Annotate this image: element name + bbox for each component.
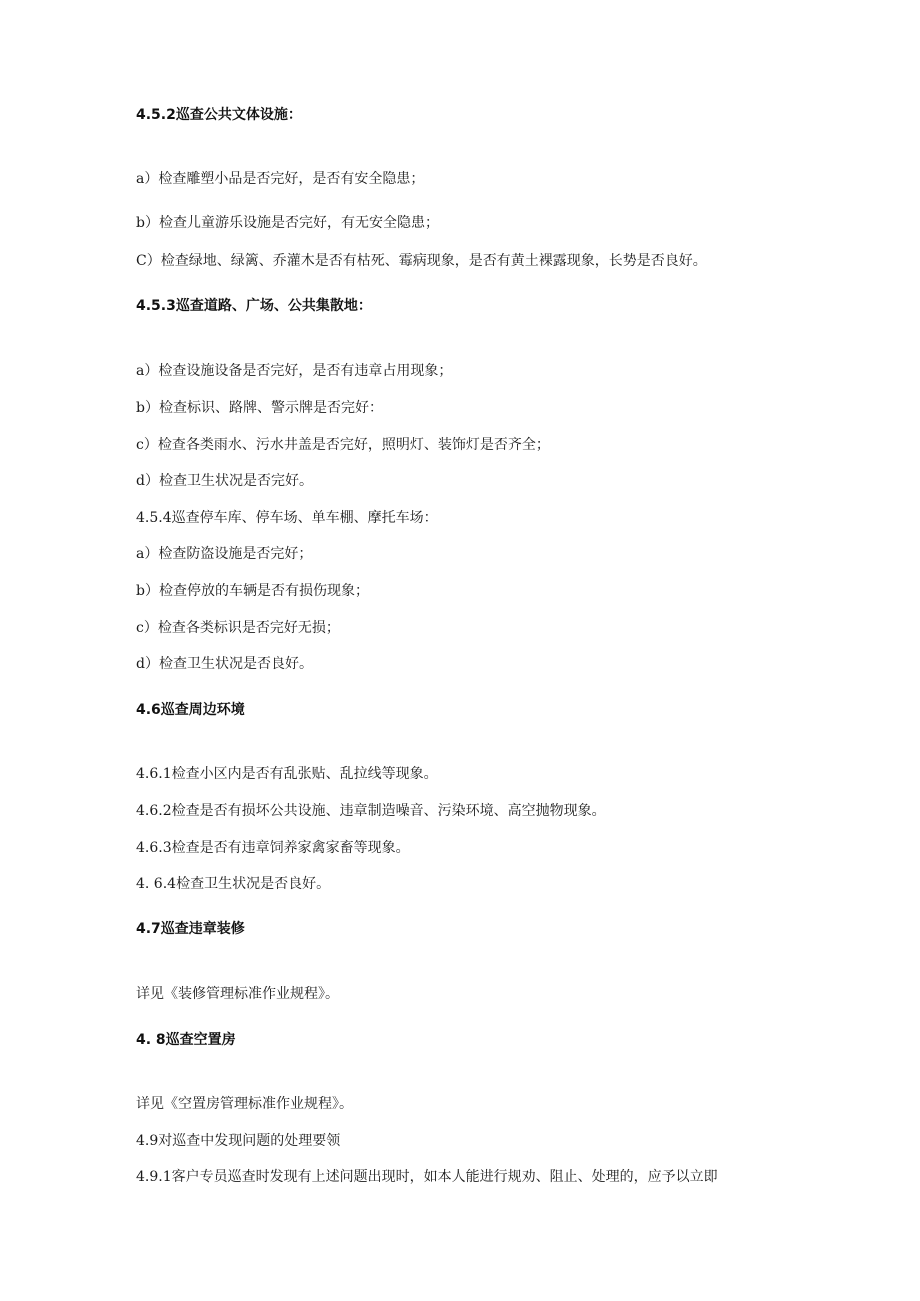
section-heading-4-8: 4. 8巡查空置房 [136, 1032, 236, 1048]
section-heading-4-5-2: 4.5.2巡查公共文体设施： [136, 107, 302, 123]
paragraph: 4.9.1客户专员巡查时发现有上述问题出现时，如本人能进行规劝、阻止、处理的，应予以立即 [136, 1169, 718, 1185]
sub-section-4-5-4: 4.5.4巡查停车库、停车场、单车棚、摩托车场： [136, 510, 438, 526]
paragraph: 4.6.3检查是否有违章饲养家禽家畜等现象。 [136, 840, 410, 856]
list-item: a）检查雕塑小品是否完好，是否有安全隐患； [136, 171, 425, 187]
paragraph: 详见《空置房管理标准作业规程》。 [136, 1096, 353, 1112]
list-item: c）检查各类雨水、污水井盖是否完好，照明灯、装饰灯是否齐全； [136, 437, 550, 453]
section-heading-4-6: 4.6巡查周边环境 [136, 702, 245, 718]
paragraph: 4. 6.4检查卫生状况是否良好。 [136, 876, 331, 892]
list-item: d）检查卫生状况是否良好。 [136, 656, 313, 672]
paragraph: 详见《装修管理标准作业规程》。 [136, 986, 339, 1002]
list-item: c）检查各类标识是否完好无损； [136, 620, 340, 636]
paragraph: 4.6.2检查是否有损坏公共设施、违章制造噪音、污染环境、高空抛物现象。 [136, 803, 606, 819]
section-heading-4-5-3: 4.5.3巡查道路、广场、公共集散地： [136, 298, 372, 314]
list-item: d）检查卫生状况是否完好。 [136, 473, 313, 489]
sub-section-4-9: 4.9对巡查中发现问题的处理要领 [136, 1133, 341, 1149]
list-item: b）检查儿童游乐设施是否完好，有无安全隐患； [136, 215, 439, 231]
list-item: b）检查标识、路牌、警示牌是否完好： [136, 400, 383, 416]
list-item: C）检查绿地、绿篱、乔灌木是否有枯死、霉病现象，是否有黄土裸露现象，长势是否良好。 [136, 253, 707, 269]
list-item: a）检查防盗设施是否完好； [136, 546, 313, 562]
list-item: a）检查设施设备是否完好，是否有违章占用现象； [136, 363, 453, 379]
list-item: b）检查停放的车辆是否有损伤现象； [136, 583, 369, 599]
paragraph: 4.6.1检查小区内是否有乱张贴、乱拉线等现象。 [136, 766, 438, 782]
section-heading-4-7: 4.7巡查违章装修 [136, 921, 245, 937]
